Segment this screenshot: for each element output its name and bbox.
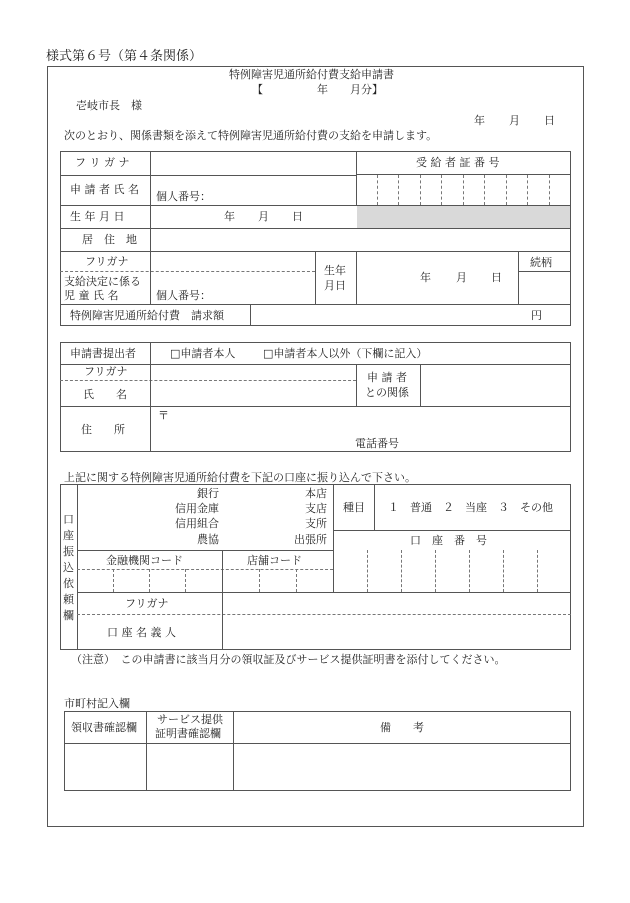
residence-label: 居 住 地	[82, 233, 137, 246]
child-furigana-label: フリガナ	[85, 255, 129, 268]
claim-yen: 円	[531, 309, 542, 322]
submitter-option-self[interactable]: □申請者本人	[170, 347, 236, 360]
submitter-furigana-label: フリガナ	[84, 365, 128, 378]
bank-side-label-1: 口	[63, 513, 74, 526]
claim-label: 特例障害児通所給付費 請求額	[70, 309, 224, 322]
branch-type-4: 出張所	[294, 533, 327, 546]
applicant-personal-no-label: 個人番号：	[156, 190, 211, 203]
remarks-label: 備 考	[380, 721, 424, 734]
date-year: 年	[474, 114, 485, 127]
account-kind-label: 種目	[343, 501, 365, 514]
submitter-label: 申請書提出者	[70, 347, 136, 360]
attachment-note: （注意） この申請書に該当月分の領収証及びサービス提供証明書を添付してください。	[71, 653, 506, 666]
postal-mark: 〒	[158, 409, 169, 422]
birth-year: 年	[224, 210, 235, 223]
child-birth-line2: 月日	[324, 279, 346, 292]
bank-side-label-6: 頼	[63, 593, 74, 606]
applicant-birth-label: 生 年 月 日	[70, 210, 125, 223]
applicant-furigana-label: フ リ ガ ナ	[75, 156, 130, 169]
birth-month: 月	[258, 210, 269, 223]
service-check-line2: 証明書確認欄	[155, 727, 221, 740]
receipt-check-label: 領収書確認欄	[71, 721, 137, 734]
form-title: 特例障害児通所給付費支給申請書	[229, 68, 394, 81]
bank-type-1: 銀行	[197, 487, 219, 500]
bank-type-3: 信用組合	[175, 517, 219, 530]
child-birth-year: 年	[420, 271, 431, 284]
addressee: 壱岐市長 様	[76, 99, 142, 112]
service-check-line1: サービス提供	[157, 713, 223, 726]
period-month: 月分】	[350, 83, 383, 96]
branch-type-3: 支所	[305, 517, 327, 530]
branch-type-2: 支店	[305, 502, 327, 515]
bank-side-label-5: 依	[63, 577, 74, 590]
bank-intro: 上記に関する特例障害児通所給付費を下記の口座に振り込んで下さい。	[64, 471, 416, 484]
account-number-label: 口 座 番 号	[410, 534, 487, 547]
branch-type-1: 本店	[305, 487, 327, 500]
branch-code-label: 店舗コード	[247, 554, 302, 567]
date-day: 日	[544, 114, 555, 127]
bank-type-2: 信用金庫	[175, 502, 219, 515]
bank-side-label-2: 座	[63, 529, 74, 542]
bank-code-label: 金融機関コード	[106, 554, 183, 567]
bank-type-4: 農協	[197, 533, 219, 546]
child-birth-line1: 生年	[324, 264, 346, 277]
submitter-relation-line2: との関係	[365, 386, 409, 399]
submitter-option-other[interactable]: □申請者本人以外（下欄に記入）	[263, 347, 428, 360]
account-kind-options: １ 普通 ２ 当座 ３ その他	[388, 501, 553, 514]
submitter-name-label: 氏 名	[83, 388, 127, 401]
relation-label: 続柄	[530, 256, 552, 269]
phone-label: 電話番号	[355, 437, 399, 450]
bank-side-label-7: 欄	[63, 609, 74, 622]
municipal-table	[64, 711, 571, 791]
submitter-relation-line1: 申 請 者	[367, 371, 407, 384]
account-holder-label: 口 座 名 義 人	[107, 626, 176, 639]
date-month: 月	[509, 114, 520, 127]
bank-side-label-4: 込	[63, 561, 74, 574]
child-birth-day: 日	[491, 271, 502, 284]
applicant-name-label: 申 請 者 氏 名	[70, 183, 139, 196]
child-birth-month: 月	[456, 271, 467, 284]
submitter-address-label: 住 所	[81, 423, 125, 436]
intro-text: 次のとおり、関係書類を添えて特例障害児通所給付費の支給を申請します。	[64, 129, 438, 142]
bank-side-label-3: 振	[63, 545, 74, 558]
child-name-line1: 支給決定に係る	[64, 275, 141, 288]
period-year: 年	[317, 83, 328, 96]
child-personal-no-label: 個人番号：	[156, 289, 211, 302]
shaded-cell	[357, 206, 570, 228]
birth-day: 日	[292, 210, 303, 223]
recipient-no-label: 受 給 者 証 番 号	[416, 156, 500, 169]
form-number: 様式第６号（第４条関係）	[46, 49, 203, 64]
period-open: 【	[252, 83, 263, 96]
municipal-title: 市町村記入欄	[64, 697, 130, 710]
holder-furigana-label: フリガナ	[125, 597, 169, 610]
child-name-line2: 児 童 氏 名	[64, 289, 119, 302]
